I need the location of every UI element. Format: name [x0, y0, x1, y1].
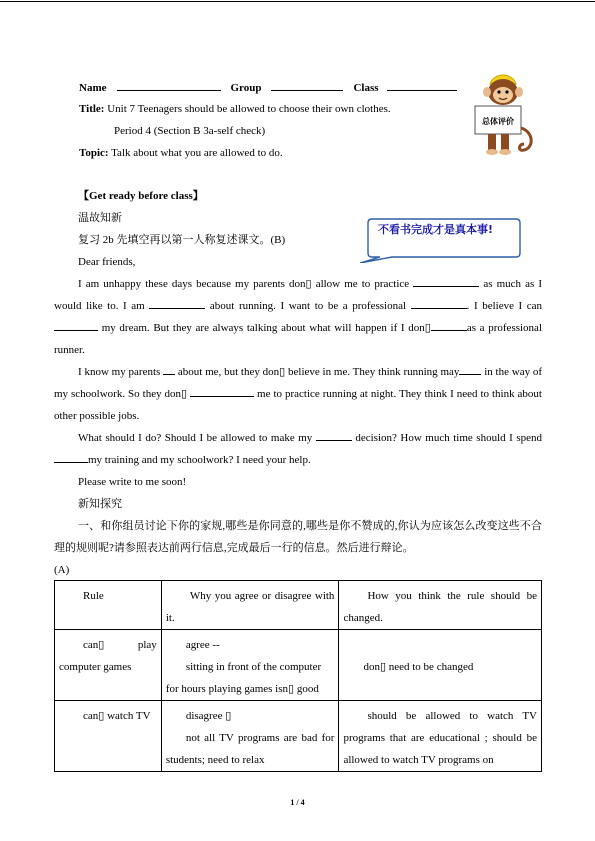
row1-why: agree -- sitting in front of the computer for hours playing games isn▯ good — [161, 630, 339, 701]
review-instruction: 复习 2b 先填空再以第一人称复述课文。(B) — [78, 234, 286, 246]
period-text: Period 4 (Section B 3a-self check) — [114, 125, 266, 137]
blank-2[interactable] — [149, 297, 205, 309]
header-how: How you think the rule should be changed. — [339, 581, 542, 630]
blank-5[interactable] — [431, 319, 467, 331]
blank-1[interactable] — [413, 275, 479, 287]
review-heading: 温故知新 — [78, 212, 122, 224]
header-rule: Rule — [55, 581, 162, 630]
badge-text: 总体评价 — [482, 117, 514, 126]
bubble-text: 不看书完成才是真本事! — [378, 223, 494, 236]
topic-label: Topic: — [79, 147, 109, 159]
blank-10[interactable] — [54, 451, 88, 463]
blank-6[interactable] — [163, 363, 175, 375]
blank-4[interactable] — [54, 319, 98, 331]
blank-8[interactable] — [190, 385, 254, 397]
new-knowledge-heading: 新知探究 — [78, 498, 122, 510]
topic-text: Talk about what you are allowed to do. — [111, 147, 283, 159]
title-line — [79, 101, 479, 123]
blank-7[interactable] — [459, 363, 481, 375]
worksheet-header — [79, 79, 479, 167]
get-ready-heading: 【Get ready before class】 — [78, 190, 204, 202]
header-why: Why you agree or disagree with it. — [161, 581, 339, 630]
name-label: Name — [79, 82, 107, 94]
title-label: Title: — [79, 103, 105, 115]
top-rule — [0, 1, 595, 2]
group-blank[interactable] — [271, 79, 343, 91]
table-row — [55, 630, 542, 701]
blank-3[interactable] — [411, 297, 467, 309]
row2-why: disagree ▯ not all TV programs are bad for students; need to relax — [161, 701, 339, 772]
monkey-evaluation-badge — [468, 70, 538, 162]
period-line — [79, 123, 479, 145]
apostrophe-glyph: ▯ — [181, 388, 188, 400]
rules-table — [54, 580, 542, 772]
letter-paragraph-3: What should I do? Should I be allowed to make my decision? How much time should I spendmy training and my schoolwork? I need your help. — [54, 427, 542, 471]
apostrophe-glyph: ▯ — [305, 278, 312, 290]
letter-closing: Please write to me soon! — [78, 476, 187, 488]
table-row — [55, 701, 542, 772]
table-header-row — [55, 581, 542, 630]
class-blank[interactable] — [387, 79, 457, 91]
row2-how: should be allowed to watch TV programs that are educational ; should be allowed to watch TV programs on — [339, 701, 542, 772]
row2-rule: can▯ watch TV — [55, 701, 162, 772]
name-blank[interactable] — [117, 79, 221, 91]
blank-9[interactable] — [316, 429, 352, 441]
row1-rule: can▯ play computer games — [55, 630, 162, 701]
title-text: Unit 7 Teenagers should be allowed to choose their own clothes. — [107, 103, 391, 115]
apostrophe-glyph: ▯ — [424, 322, 431, 334]
discussion-instruction: 一、和你组员讨论下你的家规,哪些是你同意的,哪些是你不赞成的,你认为应该怎么改变这些不合理的规则呢?请参照表达前两行信息,完成最后一行的信息。然后进行辩论。 — [54, 520, 542, 554]
topic-line — [79, 145, 479, 167]
letter-paragraph-1: I am unhappy these days because my parents don▯ allow me to practice as much as I would like to. I am about running. I want to be a professional . I believe I can my dream. But they are always talking about what will happen if I don▯ as a professional runner. — [54, 273, 542, 361]
name-group-class-line — [79, 79, 479, 101]
group-label: Group — [230, 82, 262, 94]
level-marker: (A) — [54, 564, 70, 576]
letter-paragraph-2: I know my parents about me, but they don▯ believe in me. They think running may in the way of my schoolwork. So they don▯ me to practice running at night. They think I need to think about other possible jobs. — [54, 361, 542, 427]
letter-salutation: Dear friends, — [78, 256, 136, 268]
class-label: Class — [353, 82, 379, 94]
speech-bubble — [352, 213, 522, 263]
apostrophe-glyph: ▯ — [279, 366, 286, 378]
page-number: 1 / 4 — [290, 798, 305, 807]
row1-how: don▯ need to be changed — [339, 630, 542, 701]
